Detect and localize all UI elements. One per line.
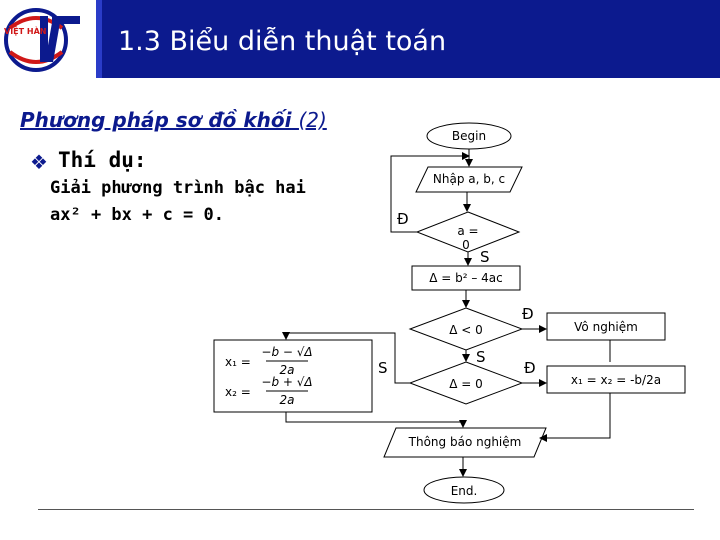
example-line-2: ax² + bx + c = 0.	[50, 205, 224, 225]
check-a-label-bottom: 0	[462, 238, 470, 252]
delta-eq0-label: Δ = 0	[449, 377, 483, 391]
begin-label: Begin	[451, 129, 487, 143]
no-solution-label: Vô nghiệm	[574, 320, 638, 334]
formula2-numerator: −b + √Δ	[261, 375, 313, 389]
diamond-bullet-icon: ❖	[30, 150, 48, 174]
logo-text: VIỆT HÀN	[4, 27, 47, 36]
double-root-label: x₁ = x₂ = -b/2a	[570, 373, 662, 387]
footer-divider	[38, 509, 694, 510]
label-lt0-yes: Đ	[522, 305, 534, 323]
input-label: Nhập a, b, c	[432, 172, 506, 186]
label-eq0-no: S	[378, 359, 388, 377]
notify-label: Thông báo nghiệm	[408, 435, 522, 449]
label-a-no: S	[480, 248, 490, 266]
delta-lt0-label: Δ < 0	[449, 323, 483, 337]
example-line-1: Giải phương trình bậc hai	[50, 178, 306, 198]
formula2-denominator: 2a	[279, 393, 295, 407]
formula1-denominator: 2a	[279, 363, 295, 377]
end-label: End.	[450, 484, 478, 498]
subtitle-text: Phương pháp sơ đồ khối	[20, 108, 292, 132]
label-eq0-yes: Đ	[524, 359, 536, 377]
roots-x1-label: x₁ =	[225, 355, 251, 369]
edge-roots-notify	[286, 412, 463, 427]
example-title: Thí dụ:	[58, 148, 147, 172]
formula1-numerator: −b − √Δ	[261, 345, 313, 359]
slide-title: 1.3 Biểu diễn thuật toán	[118, 26, 447, 57]
label-lt0-no: S	[476, 348, 486, 366]
roots-x2-label: x₂ =	[225, 385, 251, 399]
label-a-yes: Đ	[397, 210, 409, 228]
edge-right-to-notify	[540, 393, 610, 438]
delta-label: Δ = b² – 4ac	[429, 271, 503, 285]
subtitle-number: (2)	[298, 108, 327, 132]
check-a-label-top: a =	[457, 224, 479, 238]
